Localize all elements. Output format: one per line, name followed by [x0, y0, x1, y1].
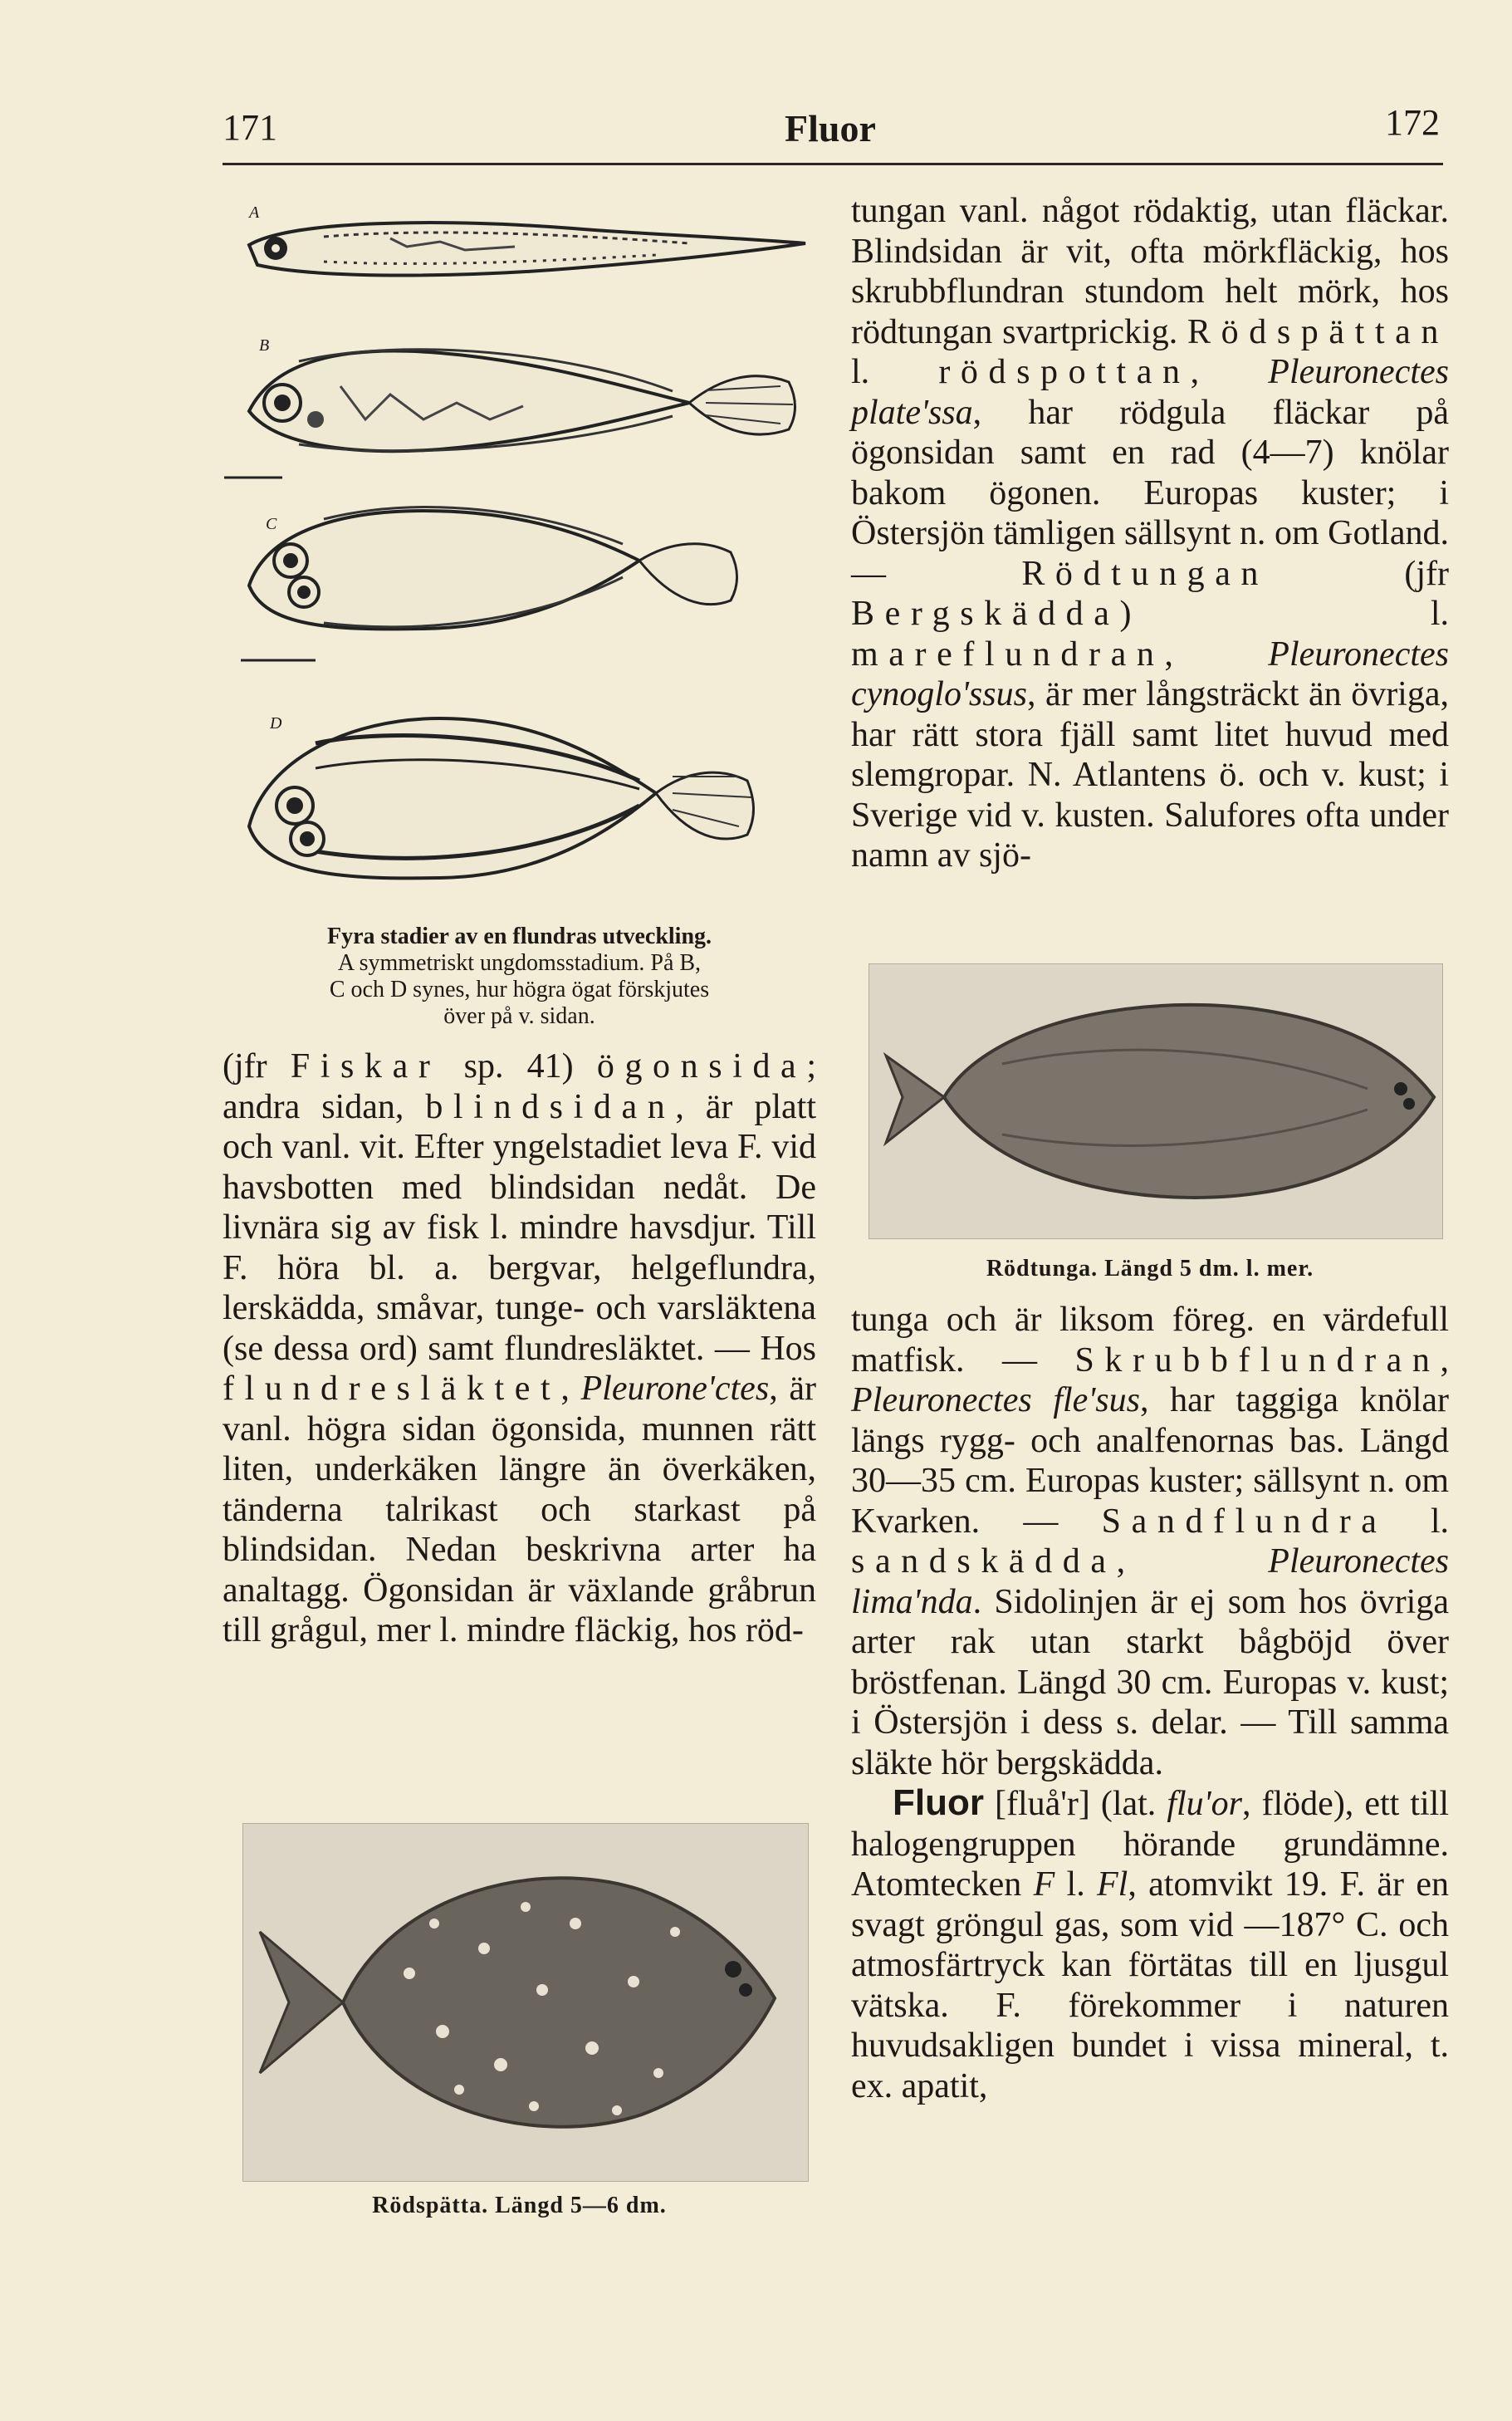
stage-c-larva: [241, 507, 737, 660]
rodspatta-fish-image: [243, 1824, 808, 2181]
text-run: , flöde), ett till halogengruppen hörande grundämne. Atomtecken: [851, 1785, 1449, 1904]
left-column-text: [223, 1046, 816, 1651]
page-number-right: 172: [1385, 102, 1440, 143]
text-run: ; andra sidan,: [223, 1047, 816, 1126]
stage-a-larva: [249, 223, 805, 275]
term-rodspattan: Rödspättan: [1187, 312, 1449, 351]
text-run: , är mer långsträckt än övriga, har rätt stora fjäll samt litet huvud med slemgropar. N. Atlantens ö. och v. kust; i Sverige vid v. kusten. Salufores ofta under namn av sjö-: [851, 675, 1449, 875]
rodtunga-caption: Rödtunga. Längd 5 dm. l. mer.: [986, 1256, 1314, 1282]
stage-b-larva: [224, 350, 795, 478]
term-rodspottan: rödspottan: [938, 353, 1191, 391]
header-rule: [223, 163, 1443, 165]
text-run: ,: [1190, 353, 1269, 391]
rodtunga-fish-image: [869, 964, 1442, 1238]
text-run: ,: [1440, 1340, 1449, 1380]
stages-caption-title: Fyra stadier av en flundras utveckling.: [326, 924, 712, 949]
ref-bergskadda: Bergskädda: [851, 595, 1120, 633]
stage-label-b: B: [259, 336, 270, 355]
ref-fiskar: Fiskar: [290, 1047, 441, 1086]
page-title: Fluor: [785, 107, 876, 149]
term-sandskadda: sandskädda: [851, 1542, 1117, 1581]
text-run: ,: [560, 1370, 581, 1408]
latin-flesus: Pleuronectes fle'sus: [851, 1381, 1140, 1419]
term-flundreslaktet: flundresläktet: [223, 1370, 561, 1408]
latin-fluor: flu'or: [1167, 1785, 1242, 1823]
stage-label-a: A: [249, 203, 260, 222]
term-rodtungan: Rödtungan: [1021, 554, 1270, 593]
stages-caption-line2: C och D synes, hur högra ögat förskjutes: [329, 977, 710, 1002]
text-run: , har rödgula fläckar på ögonsidan samt en rad (4—7) knölar bakom ögonen. Europas kuster; i Östersjön tämligen sällsynt n. om Gotland. —: [851, 393, 1449, 593]
text-run: l.: [1054, 1865, 1098, 1904]
text-run: tunga och är liksom föreg. en värdefull matfisk. —: [851, 1301, 1449, 1380]
term-skrubbflundran: Skrubbflundran: [1074, 1340, 1441, 1380]
rodspatta-photo: [242, 1823, 809, 2182]
left-paragraph: [223, 1046, 816, 1651]
latin-limanda: Pleuronectes lima'nda: [851, 1542, 1449, 1621]
stages-caption-line1: A symmetriskt ungdomsstadium. På B,: [337, 950, 702, 976]
rodspatta-caption: Rödspätta. Längd 5—6 dm.: [372, 2193, 667, 2218]
stages-figure-caption: [223, 924, 816, 1030]
text-run: ,: [1164, 635, 1269, 674]
term-sandflundra: Sandflundra: [1101, 1502, 1387, 1541]
text-run: ,: [1116, 1542, 1269, 1581]
text-run: l.: [851, 353, 939, 391]
text-run: sp. 41): [440, 1047, 597, 1086]
term-ogonsida: ögonsida: [596, 1047, 807, 1086]
text-run: (jfr: [1269, 554, 1449, 593]
latin-cynoglossus: Pleuronectes cynoglo'ssus: [851, 635, 1449, 713]
symbol-Fl: Fl: [1097, 1865, 1128, 1904]
text-run: l.: [1387, 1502, 1449, 1541]
right-column-text-bottom: [851, 1300, 1449, 2106]
right-column-text-top: [851, 191, 1449, 876]
page-number-left: 171: [223, 107, 277, 148]
text-run: , har taggiga knölar längs rygg- och analfenornas bas. Längd 30—35 cm. Europas kuster; sällsynt n. om Kvarken. —: [851, 1381, 1450, 1541]
latin-pleuronectes: Pleurone'ctes: [580, 1370, 770, 1408]
right-paragraph-fluor: [851, 1783, 1449, 2106]
text-run: (jfr: [223, 1047, 291, 1086]
text-run: ) l.: [1119, 595, 1449, 633]
symbol-F: F: [1033, 1865, 1055, 1904]
entry-headword-fluor: Fluor: [893, 1782, 984, 1823]
right-paragraph-1: [851, 191, 1449, 876]
text-run: , är platt och vanl. vit. Efter yngelstadiet leva F. vid havsbotten med blindsidan nedåt. De livnära sig av fisk l. mindre havsdjur. Till F. höra bl. a. bergvar, helgeflundra, lerskädda, småvar, tunge- och varsläktena (se dessa ord) samt flundresläktet. — Hos: [223, 1087, 816, 1368]
stage-label-c: C: [266, 515, 277, 533]
text-run: tungan vanl. något rödaktig, utan fläckar. Blindsidan är vit, ofta mörkfläckig, hos skrubbflundran stundom helt mörk, hos rödtungan svartprickig.: [851, 192, 1449, 351]
text-run: [fluå'r] (lat.: [983, 1785, 1167, 1823]
stage-label-d: D: [270, 714, 282, 733]
rodtunga-photo: [869, 963, 1443, 1239]
fish-stages-figure: [224, 195, 818, 926]
latin-platessa: Pleuronectes plate'ssa: [851, 353, 1449, 432]
text-run: , är vanl. högra sidan ögonsida, munnen rätt liten, underkäken längre än överkäken, tänderna talrikast och starkast på blindsidan. Nedan beskrivna arter ha analtagg. Ögonsidan är växlande gråbrun till grågul, mer l. mindre fläckig, hos röd-: [223, 1370, 816, 1649]
fish-stages-illustration: [224, 195, 818, 926]
term-blindsidan: blindsidan: [425, 1087, 676, 1126]
text-run: . Sidolinjen är ej som hos övriga arter rak utan starkt bågböjd över bröstfenan. Längd 30 cm. Europas v. kust; i Östersjön i dess s. delar. — Till samma släkte hör bergskädda.: [851, 1582, 1449, 1782]
stage-d-juvenile: [249, 718, 754, 878]
right-paragraph-2: [851, 1300, 1449, 1783]
term-mareflundran: mareflundran: [851, 635, 1165, 674]
text-run: , atomvikt 19. F. är en svagt gröngul gas, som vid —187° C. och atmosfärtryck kan förtätas till en ljusgul vätska. F. förekommer i naturen huvudsakligen bundet i vissa mineral, t. ex. apatit,: [851, 1865, 1449, 2105]
stages-caption-line3: över på v. sidan.: [443, 1003, 595, 1029]
